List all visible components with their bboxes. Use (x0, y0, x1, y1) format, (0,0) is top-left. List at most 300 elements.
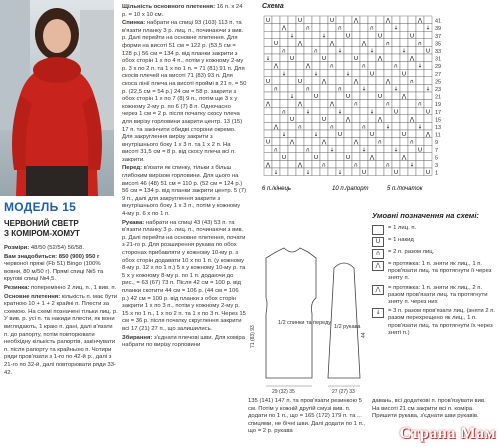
paragraph-text: з'єднати плечові шви. Для коміра набрати по вирізу горловини (122, 334, 245, 349)
chart-symbol: ⋀ (409, 56, 415, 63)
chart-cell (400, 39, 408, 47)
chart-cell (352, 46, 360, 54)
chart-cell (288, 77, 296, 85)
chart-cell (320, 16, 328, 24)
chart-symbol: ↓ (417, 124, 423, 131)
chart-cell (408, 84, 416, 92)
chart-row-label: 3 (435, 163, 439, 169)
chart-cell (264, 107, 272, 115)
chart-cell (368, 115, 376, 123)
chart-row-label: 15 (435, 117, 442, 124)
chart-row-label: 5 (435, 155, 439, 162)
chart-cell (408, 46, 416, 54)
chart-row-label: 31 (435, 56, 442, 63)
paragraph (4, 294, 118, 378)
chart-row-label: 25 (435, 79, 442, 86)
chart-cell (272, 100, 280, 108)
chart-symbol: ↓ (281, 132, 287, 139)
chart-row-label: 35 (435, 41, 442, 48)
bottom-text-left: 135 (141) 147 п. та пров'язати резинкою 5 см. Потім у кожній другій смузі вив. п. додати по 1 п., що = 165 (172) 179 п. та ... спицями, не бічні шви. Далі додати по 1 п., що = 2 р. рукава (248, 398, 366, 435)
chart-symbol: U (265, 18, 271, 25)
paragraph-label: Спинка: (122, 20, 147, 27)
chart-grid (264, 16, 432, 176)
chart-symbol: ∩ (393, 63, 399, 70)
chart-cell (408, 122, 416, 130)
chart-cell (336, 122, 344, 130)
chart-cell (304, 69, 312, 77)
paragraph-label: Розміри: (4, 245, 31, 251)
garment-schematic (248, 228, 368, 396)
chart-symbol: U (297, 78, 303, 85)
chart-symbol: ∩ (297, 124, 303, 131)
chart-row-label: 37 (435, 33, 442, 40)
chart-symbol: ∩ (281, 48, 287, 55)
chart-symbol: U (281, 154, 287, 161)
chart-symbol: ⋀ (353, 139, 359, 146)
chart-cell (264, 24, 272, 32)
chart-cell (360, 107, 368, 115)
chart-cell (336, 115, 344, 123)
chart-cell (360, 46, 368, 54)
chart-cell (296, 130, 304, 138)
chart-cell (312, 168, 320, 176)
chart-symbol: ∩ (361, 63, 367, 70)
chart-symbol: ⋀ (329, 101, 335, 108)
chart-symbol: U (393, 109, 399, 116)
chart-symbol: ⋀ (289, 139, 295, 146)
chart-cell (352, 39, 360, 47)
chart-cell (280, 54, 288, 62)
chart-symbol: ⋀ (353, 18, 359, 25)
chart-cell (320, 39, 328, 47)
chart-symbol: ∩ (337, 86, 343, 93)
chart-cell (328, 24, 336, 32)
chart-symbol: ↓ (401, 48, 407, 55)
chart-cell (344, 39, 352, 47)
model-photo (0, 0, 114, 196)
chart-cell (352, 168, 360, 176)
chart-cell (408, 16, 416, 24)
chart-cell (312, 24, 320, 32)
chart-symbol: U (289, 116, 295, 123)
chart-cell (328, 160, 336, 168)
chart-symbol: ⋀ (297, 40, 303, 47)
chart-symbol: U (425, 48, 431, 55)
chart-cell (416, 153, 424, 161)
bottom-text-right: давань, всі додаткові п. пров'язувати вив. На висоті 21 см закрити всі п. коміра. Пришити рукава, з'єднати шви рукавів. (372, 398, 486, 420)
chart-cell (424, 39, 432, 47)
chart-cell (336, 138, 344, 146)
chart-cell (264, 84, 272, 92)
chart-cell (424, 138, 432, 146)
chart-symbol: ∩ (385, 40, 391, 47)
chart-cell (336, 100, 344, 108)
chart-cell (264, 69, 272, 77)
chart-cell (384, 69, 392, 77)
chart-cell (272, 54, 280, 62)
chart-row-label: 1 (435, 170, 439, 177)
chart-symbol: U (297, 18, 303, 25)
chart-symbol: ⋀ (321, 78, 327, 85)
chart-cell (312, 160, 320, 168)
chart-symbol: ∩ (417, 40, 423, 47)
chart-cell (424, 145, 432, 153)
chart-symbol: ⋀ (353, 78, 359, 85)
sleeve-height-label: 44 (361, 332, 367, 338)
chart-cell (312, 100, 320, 108)
chart-cell (328, 153, 336, 161)
chart-foot-right: 5 п./початок (387, 186, 423, 192)
chart-symbol: ∩ (329, 63, 335, 70)
chart-cell (336, 16, 344, 24)
chart-cell (424, 122, 432, 130)
chart-cell (416, 107, 424, 115)
chart-symbol: U (265, 139, 271, 146)
chart-cell (368, 39, 376, 47)
chart-cell (296, 31, 304, 39)
chart-row-label: 27 (435, 71, 442, 78)
chart-symbol: ↓ (361, 147, 367, 154)
chart-symbol: U (313, 94, 319, 101)
legend-text: = 2 п. разом лиц. (388, 249, 435, 255)
paragraph (122, 4, 247, 19)
chart-symbol: ↓ (305, 170, 311, 177)
photo-illustration (0, 0, 114, 196)
chart-symbol: ↓ (393, 86, 399, 93)
sleeve-label: 1/2 рукава (334, 324, 361, 330)
instructions-column-1 (4, 245, 118, 378)
chart-symbol: ⋀ (297, 162, 303, 169)
chart-symbol: ⋀ (377, 116, 383, 123)
chart-cell (264, 62, 272, 70)
chart-symbol: ⋀ (297, 101, 303, 108)
chart-row-label: 21 (435, 94, 442, 101)
chart-cell (272, 115, 280, 123)
chart-cell (296, 145, 304, 153)
chart-cell (352, 145, 360, 153)
chart-cell (424, 153, 432, 161)
paragraph (4, 254, 118, 284)
chart-cell (392, 77, 400, 85)
chart-symbol: ⋀ (425, 132, 431, 139)
chart-cell (344, 24, 352, 32)
chart-cell (424, 100, 432, 108)
chart-cell (416, 168, 424, 176)
paragraph (4, 245, 118, 253)
chart-symbol: ∩ (409, 139, 415, 146)
chart-cell (424, 160, 432, 168)
chart-cell (344, 168, 352, 176)
chart-cell (384, 54, 392, 62)
chart-cell (320, 46, 328, 54)
chart-cell (320, 153, 328, 161)
chart-cell (368, 16, 376, 24)
paragraph-label: Перед: (122, 165, 144, 172)
chart-cell (336, 153, 344, 161)
chart-row-label: 9 (435, 140, 439, 147)
chart-cell (280, 160, 288, 168)
legend-text: = 1 накид (388, 237, 414, 243)
chart-symbol: ∩ (369, 25, 375, 32)
chart-symbol: ∩ (329, 124, 335, 131)
chart-cell (272, 69, 280, 77)
chart-cell (376, 69, 384, 77)
chart-row-label: 29 (435, 64, 442, 71)
chart-cell (368, 145, 376, 153)
chart-cell (328, 77, 336, 85)
chart-cell (320, 92, 328, 100)
chart-cell (304, 16, 312, 24)
chart-cell (296, 107, 304, 115)
chart-cell (272, 46, 280, 54)
chart-cell (400, 16, 408, 24)
chart-symbol: U (401, 71, 407, 78)
legend-title: Умовні позначення на схемі: (372, 211, 479, 220)
chart-cell (424, 16, 432, 24)
chart-cell (416, 31, 424, 39)
chart-symbol: ⋀ (281, 25, 287, 32)
chart-row-label: 41 (435, 18, 442, 25)
knitting-chart (252, 14, 452, 194)
chart-cell (280, 39, 288, 47)
chart-symbol: U (345, 94, 351, 101)
chart-cell (376, 145, 384, 153)
paragraph-label: Вам знадобиться: 850 (900) 950 г (4, 253, 100, 260)
chart-cell (280, 138, 288, 146)
chart-symbol: U (369, 132, 375, 139)
chart-symbol: ↓ (289, 94, 295, 101)
chart-cell (376, 77, 384, 85)
chart-symbol: ∩ (313, 48, 319, 55)
chart-cell (392, 130, 400, 138)
chart-cell (368, 122, 376, 130)
chart-symbol: ∩ (377, 139, 383, 146)
chart-cell (400, 54, 408, 62)
chart-cell (368, 62, 376, 70)
chart-cell (352, 69, 360, 77)
chart-cell (392, 69, 400, 77)
paragraph-text: набрати на спиці 93 (103) 113 п. та в'язати планку 3 р. лиц. п., починаючи з вив. р. Далі перейти на основне плетення. Для форми на висоті 51 см = 122 р. (53,5 см = 128 р.) 56 см = 134 р. від планки закрити з обох сторін 1 х по 4 п., потім у кожному 2-му р. 3 х по 2 п. та 1 х по 1 п. = 71 (81) 91 п. Для скосів плечей на висоті 71 (83) 93 п. Для скоса лінії плеча на висоті проймі в 21 п. = 50 р. (22,5 см = 54 р.) 24 см = 58 р. закрити з обох сторін 1 х по 7 (8) 9 п., потім ще 3 х у кожному 2-му р. по 6 (7) 8 п. Одночасно через 1 см = 2 р. після початку скосу плеча для вирізу горловини закрити центр. 13 (15) 17 п. та закінчити обидві сторони окремо. Для закруглення вирізу закрити з внутрішнього боку 1 х 3 п. та 1 х 2 п. На висоті 31,5 см = 8 р. від скосу плеча всі п. закрити. (122, 20, 247, 163)
chart-cell (336, 31, 344, 39)
chart-cell (312, 115, 320, 123)
chart-cell (400, 77, 408, 85)
chart-symbol: ⋀ (345, 116, 351, 123)
chart-cell (272, 160, 280, 168)
chart-cell (416, 84, 424, 92)
chart-cell (392, 46, 400, 54)
chart-cell (352, 31, 360, 39)
chart-symbol: ↓ (345, 71, 351, 78)
chart-cell (336, 69, 344, 77)
chart-cell (328, 107, 336, 115)
chart-cell (360, 24, 368, 32)
paragraph-label: Основне плетення: (4, 293, 62, 300)
chart-symbol: ↓ (385, 124, 391, 131)
paragraph-text: набрати на спиці 43 (43) 53 п. та в'язати планку 3 р. лиц. п., починаючи з вив. р. Далі перейти на основне плетення, почати з 21-го р. Для розширення рукава по обох сторонах прибавляти у кожному 10-му р. з обох сторін додавати 10 х по 1 п. (у кожному 8-му р. 12 х по 1 п.) 5 х у кожному 10-му р. та 5 х у кожному 8-му р. по 1 п. додаючи до рис., = 63 (67) 73 п. Після 42 см = 100 р. від планки скотити 44 см = 106 р. (44 см = 106 р.) 42 см = 100 р. від планки з обох сторін закрити 1 х по 3 п., потім у кожному 2-му р. 15 х по 1 п., 1 х по 2 п. та 1 х по 3 п. Через 15 см = 36 р. після початку скруглення закрити всі 17 (21) 27 п., що залишились. (122, 219, 246, 332)
chart-symbol: ↓ (337, 48, 343, 55)
chart-symbol: ∩ (281, 109, 287, 116)
chart-cell (408, 62, 416, 70)
chart-cell (288, 46, 296, 54)
chart-cell (320, 107, 328, 115)
chart-cell (408, 130, 416, 138)
chart-cell (264, 92, 272, 100)
legend-item (372, 308, 497, 337)
chart-cell (280, 145, 288, 153)
chart-cell (296, 92, 304, 100)
chart-cell (376, 16, 384, 24)
chart-row-labels (435, 19, 441, 177)
chart-cell (304, 130, 312, 138)
paragraph-text: в'язати як спинку, тільки з більш глибоким вирізом горловини. Для цього на висоті 46 (48) 51 см = 110 р. (52 см = 124 р.) 56 см = 134 р. від планки закрити центр. 5 (7) 9 п., далі для закруглення закрити з внутрішнього боку 1 х 3 п., потім у кожному 4-му р. 6 х по 1 п. (122, 165, 247, 218)
chart-symbol: ⋀ (273, 63, 279, 70)
chart-symbol: U (377, 94, 383, 101)
chart-row-label: 11 (435, 132, 441, 139)
paragraph (122, 165, 247, 218)
chart-cell (416, 54, 424, 62)
chart-symbol: ⋀ (377, 56, 383, 63)
chart-cell (408, 24, 416, 32)
chart-cell (376, 100, 384, 108)
chart-cell (288, 107, 296, 115)
chart-cell (296, 153, 304, 161)
chart-cell (360, 92, 368, 100)
chart-symbol: U (313, 154, 319, 161)
chart-cell (392, 92, 400, 100)
chart-cell (344, 100, 352, 108)
chart-cell (288, 168, 296, 176)
chart-cell (272, 16, 280, 24)
chart-cell (272, 153, 280, 161)
chart-cell (320, 100, 328, 108)
chart-cell (312, 77, 320, 85)
chart-row-label: 7 (435, 147, 439, 154)
chart-cell (424, 69, 432, 77)
chart-symbol: ⋀ (401, 154, 407, 161)
chart-cell (280, 16, 288, 24)
chart-cell (416, 92, 424, 100)
chart-cell (328, 69, 336, 77)
chart-cell (296, 138, 304, 146)
chart-symbol: ⋀ (265, 162, 271, 169)
legend-item (372, 249, 497, 259)
chart-cell (384, 115, 392, 123)
chart-cell (368, 100, 376, 108)
chart-foot-mid: 10 п./рапорт (332, 186, 369, 192)
chart-row-label: 19 (435, 102, 442, 109)
chart-symbol: ∩ (385, 162, 391, 169)
chart-cell (296, 24, 304, 32)
chart-cell (400, 62, 408, 70)
chart-cell (360, 69, 368, 77)
chart-cell (328, 31, 336, 39)
chart-symbol: ↓ (425, 86, 431, 93)
chart-symbol: U (345, 154, 351, 161)
chart-cell (320, 168, 328, 176)
chart-cell (400, 100, 408, 108)
chart-cell (384, 145, 392, 153)
chart-cell (312, 39, 320, 47)
chart-symbol: ∩ (273, 86, 279, 93)
chart-cell (328, 130, 336, 138)
chart-cell (416, 160, 424, 168)
legend-item (372, 261, 497, 283)
chart-symbol: U (425, 109, 431, 116)
chart-symbol: ⋀ (361, 40, 367, 47)
chart-cell (368, 168, 376, 176)
chart-symbol: U (369, 71, 375, 78)
chart-cell (312, 62, 320, 70)
chart-cell (352, 153, 360, 161)
chart-cell (280, 168, 288, 176)
chart-symbol: ∩ (417, 101, 423, 108)
chart-symbol: ∩ (305, 147, 311, 154)
chart-symbol: ↓ (393, 25, 399, 32)
chart-symbol: U (337, 132, 343, 139)
chart-cell (328, 84, 336, 92)
chart-title: Схема (262, 3, 284, 10)
chart-cell (360, 77, 368, 85)
chart-cell (376, 62, 384, 70)
chart-symbol: ↓ (361, 86, 367, 93)
chart-symbol: ↓ (417, 63, 423, 70)
chart-cell (424, 31, 432, 39)
chart-symbol: ↓ (337, 170, 343, 177)
chart-symbol: U (409, 33, 415, 40)
chart-cell (288, 62, 296, 70)
chart-cell (400, 160, 408, 168)
chart-cell (288, 153, 296, 161)
chart-cell (304, 122, 312, 130)
chart-cell (352, 62, 360, 70)
chart-foot-left: 6 п./кінець (262, 186, 292, 192)
chart-cell (304, 77, 312, 85)
chart-symbol: ⋀ (417, 18, 423, 25)
chart-cell (392, 54, 400, 62)
chart-cell (368, 160, 376, 168)
chart-cell (400, 107, 408, 115)
chart-cell (376, 168, 384, 176)
paragraph (122, 20, 247, 164)
chart-cell (360, 100, 368, 108)
chart-cell (328, 138, 336, 146)
chart-symbol: ∩ (409, 78, 415, 85)
chart-cell (384, 31, 392, 39)
chart-symbol: ∩ (321, 162, 327, 169)
chart-cell (304, 54, 312, 62)
chart-cell (312, 84, 320, 92)
chart-cell (368, 54, 376, 62)
chart-cell (280, 115, 288, 123)
chart-symbol: ↓ (313, 132, 319, 139)
chart-cell (264, 115, 272, 123)
chart-symbol: U (353, 56, 359, 63)
chart-cell (288, 16, 296, 24)
paragraph-label: Збирання: (122, 334, 154, 341)
chart-cell (296, 46, 304, 54)
chart-cell (400, 24, 408, 32)
chart-cell (408, 69, 416, 77)
chart-cell (400, 145, 408, 153)
chart-symbol: ⋀ (305, 63, 311, 70)
chart-cell (320, 24, 328, 32)
chart-cell (296, 168, 304, 176)
chart-cell (392, 39, 400, 47)
chart-cell (296, 62, 304, 70)
chart-cell (376, 84, 384, 92)
paragraph-text: 16 п. x 24 р. = 10 x 10 см. (122, 4, 243, 18)
chart-symbol: ↓ (393, 147, 399, 154)
